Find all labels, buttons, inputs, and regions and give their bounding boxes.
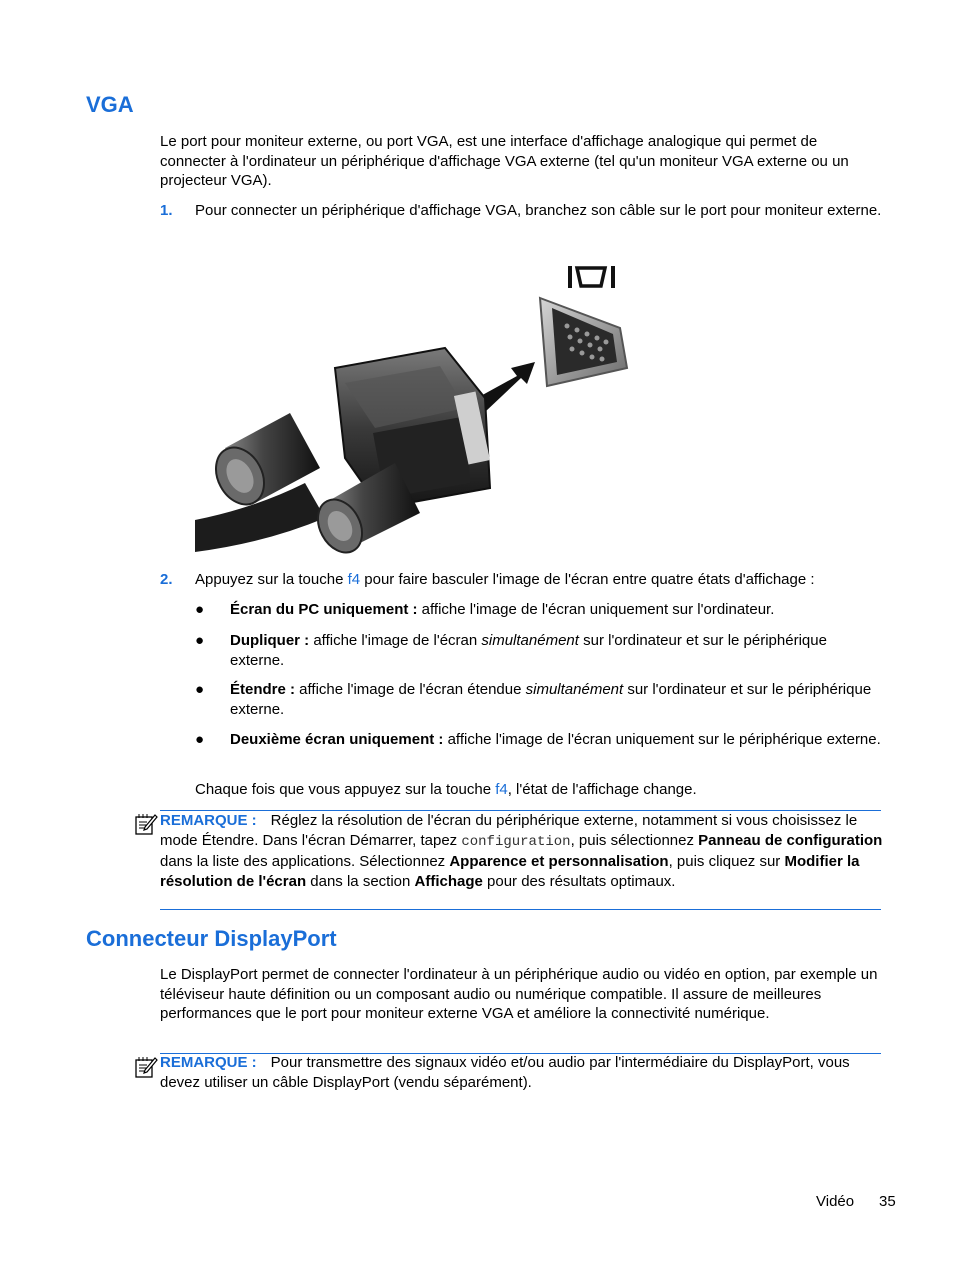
vga-port-icon — [540, 298, 627, 386]
note-bottom-rule — [160, 909, 881, 910]
note-bold: Apparence et personnalisation — [449, 853, 669, 870]
note-text: Réglez la résolution de l'écran du périphérique externe, notamment si vous choisissez le mode Étendre. Dans l'écran Démarrer, tapez — [160, 812, 858, 849]
bullet-text: affiche l'image de l'écran — [309, 632, 482, 649]
bullet-text: sur l'ordinateur et sur le périphérique externe. — [230, 632, 827, 669]
list-item — [195, 730, 885, 750]
note-label: REMARQUE : — [160, 1054, 257, 1071]
step-1-number: 1. — [160, 202, 173, 219]
bullet-term: Deuxième écran uniquement : — [230, 731, 444, 748]
bullet-text: affiche l'image de l'écran étendue — [295, 681, 526, 698]
list-item — [195, 631, 885, 670]
note-text: Pour transmettre des signaux vidéo et/ou audio par l'intermédiaire du DisplayPort, vous devez utiliser un câble DisplayPort (vendu séparément). — [160, 1054, 850, 1091]
displayport-heading: Connecteur DisplayPort — [86, 926, 337, 951]
vga-note — [160, 811, 885, 891]
note-text: dans la liste des applications. Sélectionnez — [160, 853, 450, 870]
vga-connection-illustration — [195, 258, 635, 556]
f4-key-link[interactable]: f4 — [495, 781, 508, 798]
note-text: dans la section — [306, 872, 415, 890]
f4-key-link[interactable]: f4 — [347, 571, 361, 588]
step-2-text-after: pour faire basculer l'image de l'écran entre quatre états d'affichage : — [360, 571, 815, 588]
vga-heading: VGA — [86, 92, 134, 117]
step-2-number: 2. — [160, 571, 173, 588]
note-pencil-icon — [134, 812, 158, 836]
bullet-text: sur l'ordinateur et sur le périphérique externe. — [230, 681, 872, 718]
note-label: REMARQUE : — [160, 812, 257, 829]
bullet-term: Étendre : — [230, 681, 296, 698]
list-item — [195, 600, 885, 620]
bullet-emphasis: simultanément — [525, 681, 624, 698]
note-bold: Affichage — [414, 872, 483, 890]
bullet-term: Dupliquer : — [230, 632, 310, 649]
note-bold: Panneau de configuration — [698, 831, 883, 849]
after-bullets-after: , l'état de l'affichage change. — [507, 781, 697, 798]
bullet-icon: ● — [195, 632, 205, 649]
step-2-text-before: Appuyez sur la touche — [195, 571, 348, 588]
displayport-note — [160, 1053, 885, 1092]
note-text: , puis sélectionnez — [570, 831, 699, 849]
note-bold: Modifier la résolution de l'écran — [160, 853, 860, 890]
step-1-text: Pour connecter un périphérique d'affichage VGA, branchez son câble sur le port pour moniteur externe. — [195, 202, 882, 219]
bullet-term: Écran du PC uniquement : — [230, 601, 418, 618]
displayport-intro: Le DisplayPort permet de connecter l'ordinateur à un périphérique audio ou vidéo en option, par exemple un téléviseur haute définition ou un composant audio ou numérique compatible. Il assure de meilleures performances que le port pour moniteur externe VGA et améliore la connectivité numérique. — [160, 966, 878, 1022]
note-text: , puis cliquez sur — [668, 853, 785, 870]
note-text: pour des résultats optimaux. — [482, 872, 676, 890]
vga-symbol-icon — [568, 266, 615, 288]
after-bullets-text — [195, 780, 885, 800]
bullet-emphasis: simultanément — [481, 632, 579, 649]
after-bullets-before: Chaque fois que vous appuyez sur la touche — [195, 781, 496, 798]
page-number: 35 — [879, 1193, 896, 1210]
bullet-icon: ● — [195, 601, 205, 618]
list-item — [195, 680, 885, 719]
footer-section: Vidéo — [816, 1193, 855, 1210]
bullet-icon: ● — [195, 681, 205, 698]
step-2-text — [195, 570, 885, 590]
vga-intro: Le port pour moniteur externe, ou port VGA, est une interface d'affichage analogique qui permet de connecter à l'ordinateur un périphérique d'affichage VGA externe (tel qu'un moniteur VGA externe ou un projecteur VGA). — [160, 133, 849, 189]
bullet-icon: ● — [195, 731, 205, 748]
bullet-text: affiche l'image de l'écran uniquement sur l'ordinateur. — [417, 601, 775, 618]
note-pencil-icon — [134, 1055, 158, 1079]
note-code: configuration — [461, 833, 571, 850]
bullet-text: affiche l'image de l'écran uniquement sur le périphérique externe. — [443, 731, 881, 748]
